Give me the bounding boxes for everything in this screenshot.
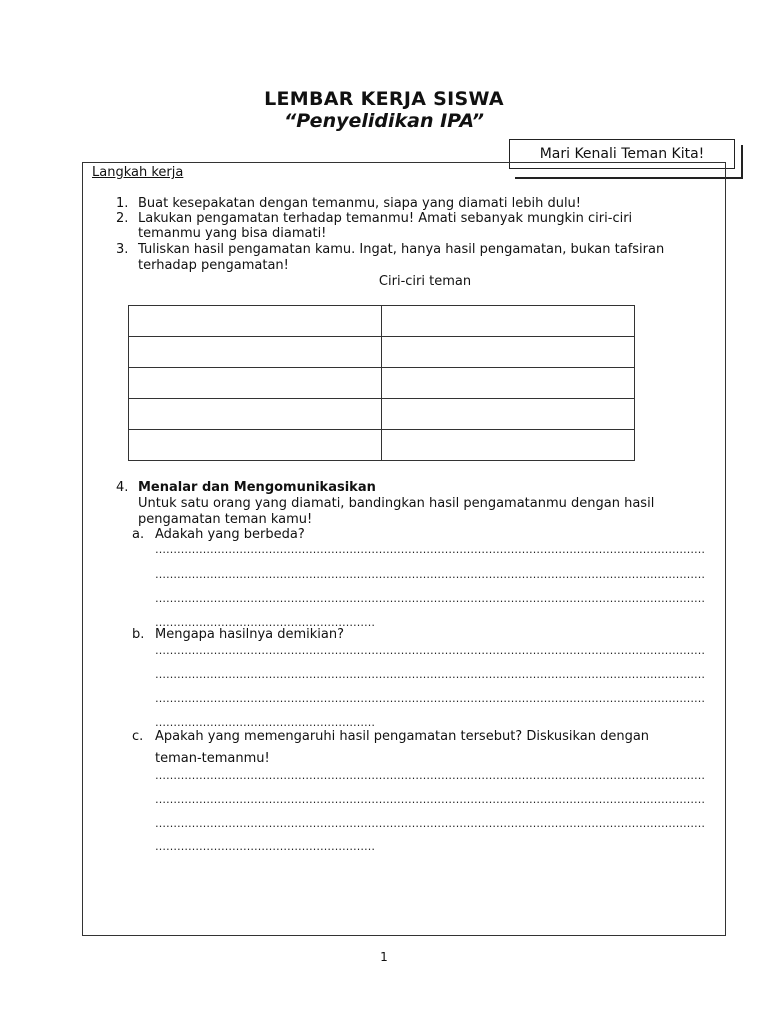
step-text: temanmu yang bisa diamati! xyxy=(138,226,327,241)
answer-line[interactable]: …………………………………………………………………………………………………………………………………… xyxy=(155,793,705,806)
question-text: teman-temanmu! xyxy=(155,751,270,766)
answer-line[interactable]: …………………………………………………………………………………………………………………………………… xyxy=(155,568,705,581)
worksheet-subtitle: “Penyelidikan IPA” xyxy=(284,110,484,132)
step-text: terhadap pengamatan! xyxy=(138,258,289,273)
section4-intro: pengamatan teman kamu! xyxy=(138,512,313,527)
answer-line[interactable]: …………………………………………………………………………………………………………………………………… xyxy=(155,644,705,657)
table-cell[interactable] xyxy=(129,306,382,337)
answer-line[interactable]: …………………………………………………………………………………………………………………………………… xyxy=(155,817,705,830)
table-row xyxy=(129,399,635,430)
step-text: Lakukan pengamatan terhadap temanmu! Amati sebanyak mungkin ciri-ciri xyxy=(138,211,633,226)
worksheet-title: LEMBAR KERJA SISWA xyxy=(264,88,504,110)
table-cell[interactable] xyxy=(129,368,382,399)
table-cell[interactable] xyxy=(382,306,635,337)
section4-intro: Untuk satu orang yang diamati, bandingkan hasil pengamatanmu dengan hasil xyxy=(138,496,655,511)
step-text: Tuliskan hasil pengamatan kamu. Ingat, hanya hasil pengamatan, bukan tafsiran xyxy=(138,242,665,257)
answer-line[interactable]: …………………………………………………… xyxy=(155,616,375,629)
answer-line[interactable]: …………………………………………………………………………………………………………………………………… xyxy=(155,769,705,782)
question-text: Adakah yang berbeda? xyxy=(155,527,305,542)
table-cell[interactable] xyxy=(382,337,635,368)
question-letter: b. xyxy=(132,627,145,642)
table-cell[interactable] xyxy=(129,337,382,368)
section4-number: 4. xyxy=(116,480,129,495)
answer-line[interactable]: …………………………………………………………………………………………………………………………………… xyxy=(155,543,705,556)
step-text: Buat kesepakatan dengan temanmu, siapa yang diamati lebih dulu! xyxy=(138,196,582,211)
answer-line[interactable]: …………………………………………………………………………………………………………………………………… xyxy=(155,592,705,605)
tagline-box: Mari Kenali Teman Kita! xyxy=(509,139,735,169)
answer-line[interactable]: …………………………………………………………………………………………………………………………………… xyxy=(155,668,705,681)
answer-line[interactable]: …………………………………………………………………………………………………………………………………… xyxy=(155,692,705,705)
langkah-heading: Langkah kerja xyxy=(92,165,184,180)
answer-line[interactable]: …………………………………………………… xyxy=(155,840,375,853)
table-caption: Ciri-ciri teman xyxy=(378,274,472,289)
table-cell[interactable] xyxy=(382,368,635,399)
answer-line[interactable]: …………………………………………………… xyxy=(155,716,375,729)
step-number: 1. xyxy=(116,196,129,211)
table-row xyxy=(129,306,635,337)
step-number: 3. xyxy=(116,242,129,257)
table-row xyxy=(129,430,635,461)
table-row xyxy=(129,368,635,399)
observation-table xyxy=(128,305,635,461)
table-cell[interactable] xyxy=(382,399,635,430)
question-text: Mengapa hasilnya demikian? xyxy=(155,627,345,642)
table-cell[interactable] xyxy=(129,399,382,430)
page-number: 1 xyxy=(380,950,388,964)
table-cell[interactable] xyxy=(129,430,382,461)
question-letter: c. xyxy=(132,729,144,744)
table-row xyxy=(129,337,635,368)
table-cell[interactable] xyxy=(382,430,635,461)
step-number: 2. xyxy=(116,211,129,226)
question-text: Apakah yang memengaruhi hasil pengamatan tersebut? Diskusikan dengan xyxy=(155,729,650,744)
section4-heading: Menalar dan Mengomunikasikan xyxy=(138,480,376,495)
question-letter: a. xyxy=(132,527,145,542)
